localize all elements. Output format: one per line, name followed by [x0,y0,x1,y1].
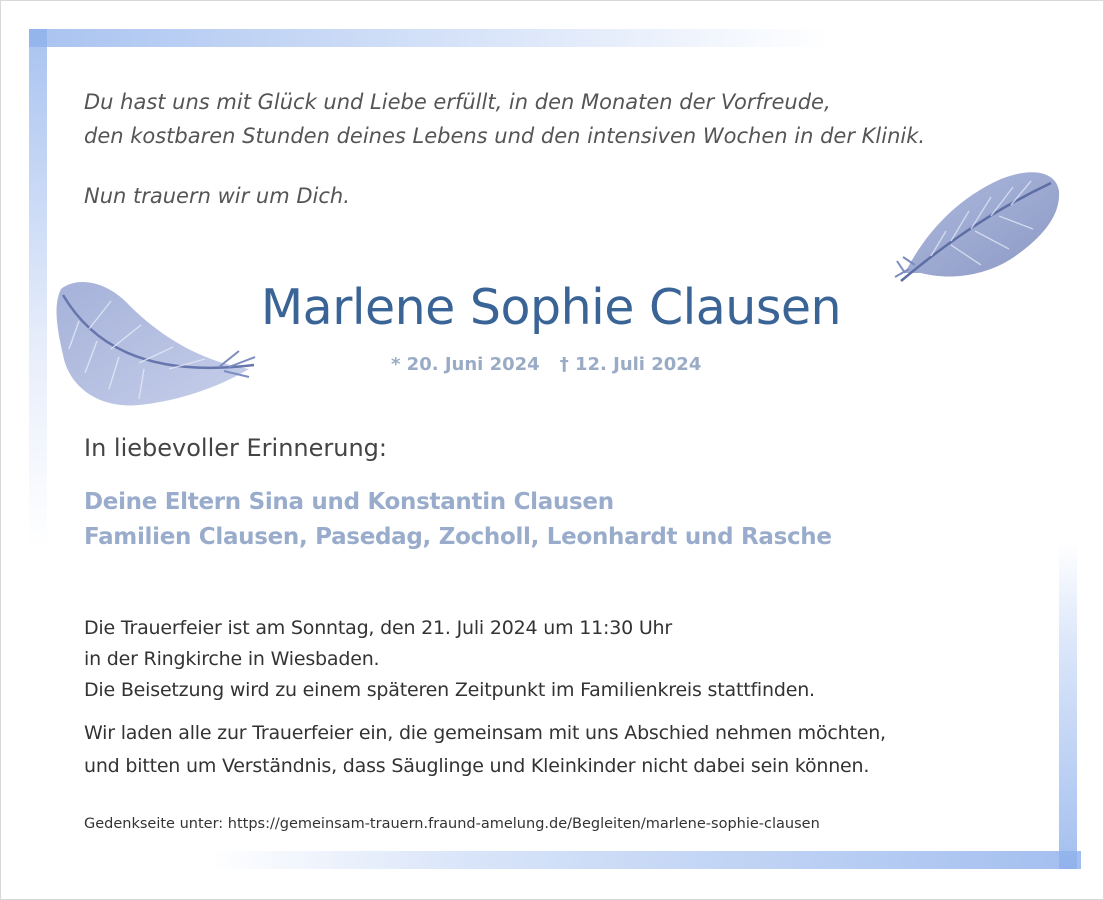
ceremony-line-2: in der Ringkirche in Wiesbaden. [84,648,380,670]
ceremony-line-3: Die Beisetzung wird zu einem späteren Zeitpunkt im Familienkreis stattfinden. [84,679,815,701]
ceremony-line-1: Die Trauerfeier ist am Sonntag, den 21. Juli 2024 um 11:30 Uhr [84,617,672,639]
frame-right-border [1059,541,1077,869]
memorial-page-link[interactable]: Gedenkseite unter: https://gemeinsam-trauern.fraund-amelung.de/Begleiten/marlene-sophie-clausen [84,816,820,832]
frame-bottom-border [211,851,1081,869]
feather-icon [891,161,1071,291]
family-line-2: Familien Clausen, Pasedag, Zocholl, Leonhardt und Rasche [84,524,832,550]
memory-heading: In liebevoller Erinnerung: [84,434,387,462]
deceased-name [1,273,1104,343]
death-date: † 12. Juli 2024 [559,354,702,375]
deceased-name-text: Marlene Sophie Clausen [260,279,842,336]
frame-top-border [29,29,829,47]
birth-date: * 20. Juni 2024 [391,354,540,375]
life-dates [391,354,701,375]
ceremony-line-4: Wir laden alle zur Trauerfeier ein, die gemeinsam mit uns Abschied nehmen möchten, [84,722,886,744]
intro-line-2: den kostbaren Stunden deines Lebens und den intensiven Wochen in der Klinik. [84,124,926,148]
family-line-1: Deine Eltern Sina und Konstantin Clausen [84,489,614,515]
intro-line-3: Nun trauern wir um Dich. [84,184,350,208]
intro-line-1: Du hast uns mit Glück und Liebe erfüllt, in den Monaten der Vorfreude, [84,90,831,114]
ceremony-line-5: und bitten um Verständnis, dass Säuglinge und Kleinkinder nicht dabei sein können. [84,755,870,777]
